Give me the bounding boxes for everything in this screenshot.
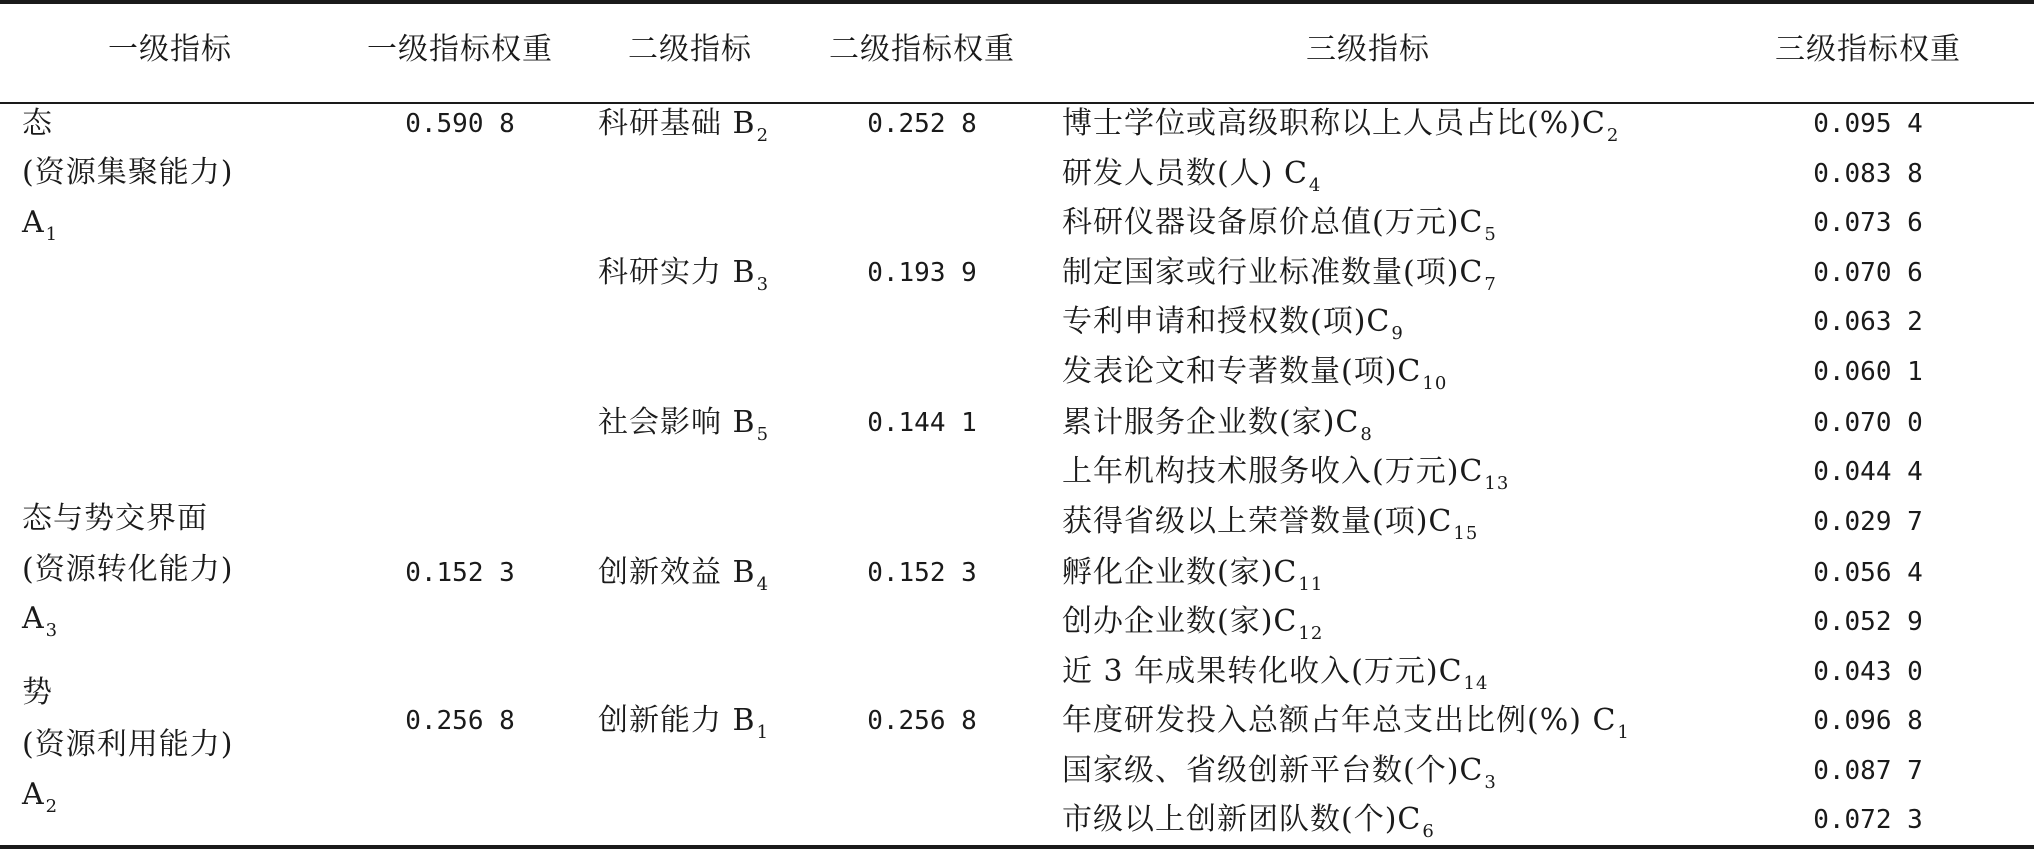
level2-name-text: 科研实力 B (598, 255, 756, 290)
level3-subscript: 3 (1484, 772, 1497, 793)
level3-weight: 0.073 6 (1813, 208, 1923, 238)
level3-weight: 0.063 2 (1813, 307, 1923, 337)
level3-name (1062, 701, 1630, 745)
level3-weight: 0.056 4 (1813, 558, 1923, 588)
level2-name (598, 553, 769, 597)
header-level1-indicator: 一级指标 (108, 32, 232, 67)
level1-weight: 0.590 8 (405, 109, 515, 139)
level1-code-subscript: 3 (45, 620, 59, 641)
level2-subscript: 5 (756, 424, 770, 445)
level3-weight: 0.029 7 (1813, 507, 1923, 537)
level2-weight: 0.252 8 (867, 109, 977, 139)
level1-desc: (资源利用能力) (22, 727, 234, 762)
level3-name (1062, 253, 1497, 297)
level3-subscript: 1 (1617, 722, 1630, 743)
level3-name (1062, 104, 1619, 148)
level1-code-letter: A (22, 777, 45, 812)
header-level2-indicator: 二级指标 (628, 32, 752, 67)
level3-name-text: 获得省级以上荣誉数量(项)C (1062, 504, 1453, 539)
level3-name (1062, 452, 1509, 496)
level3-name (1062, 800, 1435, 844)
level3-subscript: 4 (1308, 175, 1322, 196)
level3-name-text: 累计服务企业数(家)C (1062, 405, 1360, 440)
level3-name-text: 年度研发投入总额占年总支出比例(%) C (1062, 703, 1617, 738)
level3-subscript: 5 (1484, 224, 1497, 245)
level2-name-text: 创新效益 B (598, 555, 756, 590)
level3-weight: 0.095 4 (1813, 109, 1923, 139)
level3-name (1062, 203, 1497, 247)
level3-subscript: 14 (1463, 673, 1489, 694)
level3-subscript: 9 (1391, 323, 1404, 344)
level3-weight: 0.083 8 (1813, 159, 1923, 189)
table-header-rule (0, 102, 2034, 104)
level1-desc: (资源转化能力) (22, 552, 234, 587)
level2-subscript: 2 (756, 125, 770, 146)
level1-name: 态 (22, 106, 53, 141)
level2-subscript: 1 (756, 722, 770, 743)
level3-subscript: 15 (1453, 523, 1479, 544)
level3-name-text: 发表论文和专著数量(项)C (1062, 354, 1422, 389)
level1-name: 态与势交界面 (22, 501, 208, 536)
level3-weight: 0.070 6 (1813, 258, 1923, 288)
level1-code-subscript: 1 (45, 224, 59, 245)
level3-subscript: 13 (1484, 473, 1510, 494)
level2-subscript: 3 (756, 274, 770, 295)
level1-desc: (资源集聚能力) (22, 155, 234, 190)
level3-subscript: 8 (1360, 424, 1373, 445)
level3-subscript: 11 (1298, 574, 1324, 595)
level2-weight: 0.152 3 (867, 558, 977, 588)
level3-weight: 0.060 1 (1813, 357, 1923, 387)
level3-name (1062, 302, 1404, 346)
level1-weight: 0.152 3 (405, 558, 515, 588)
level3-subscript: 12 (1298, 623, 1324, 644)
level1-code (22, 203, 58, 247)
level3-weight: 0.052 9 (1813, 607, 1923, 637)
level3-subscript: 2 (1606, 125, 1620, 146)
header-level1-weight: 一级指标权重 (367, 32, 553, 67)
level3-name-text: 市级以上创新团队数(个)C (1062, 802, 1422, 837)
level3-weight: 0.096 8 (1813, 706, 1923, 736)
level3-name-text: 孵化企业数(家)C (1062, 555, 1298, 590)
level2-name-text: 社会影响 B (598, 405, 756, 440)
level3-name-text: 科研仪器设备原价总值(万元)C (1062, 205, 1484, 240)
level3-name (1062, 154, 1321, 198)
level2-name-text: 创新能力 B (598, 703, 756, 738)
level3-name-text: 专利申请和授权数(项)C (1062, 304, 1391, 339)
level1-code (22, 599, 58, 643)
level3-name (1062, 403, 1373, 447)
level1-code (22, 775, 58, 819)
level3-name (1062, 352, 1447, 396)
level3-name (1062, 502, 1478, 546)
level1-code-letter: A (22, 601, 45, 636)
level3-name-text: 博士学位或高级职称以上人员占比(%)C (1062, 106, 1606, 141)
level3-name-text: 研发人员数(人) C (1062, 156, 1308, 191)
table-bottom-rule (0, 845, 2034, 849)
level3-subscript: 10 (1422, 373, 1448, 394)
level3-name (1062, 553, 1323, 597)
level2-name (598, 253, 769, 297)
level3-name-text: 上年机构技术服务收入(万元)C (1062, 454, 1484, 489)
level2-subscript: 4 (756, 574, 770, 595)
level2-weight: 0.256 8 (867, 706, 977, 736)
level3-weight: 0.087 7 (1813, 756, 1923, 786)
level2-weight: 0.193 9 (867, 258, 977, 288)
level3-name (1062, 602, 1323, 646)
level1-name: 势 (22, 675, 53, 710)
header-level3-indicator: 三级指标 (1306, 32, 1430, 67)
level3-weight: 0.072 3 (1813, 805, 1923, 835)
level3-weight: 0.044 4 (1813, 457, 1923, 487)
level3-weight: 0.070 0 (1813, 408, 1923, 438)
level1-code-subscript: 2 (45, 796, 59, 817)
level2-weight: 0.144 1 (867, 408, 977, 438)
level3-name-text: 国家级、省级创新平台数(个)C (1062, 753, 1484, 788)
level2-name (598, 403, 769, 447)
level1-weight: 0.256 8 (405, 706, 515, 736)
table-top-rule (0, 0, 2034, 4)
level2-name (598, 701, 769, 745)
level3-name (1062, 652, 1488, 696)
header-level2-weight: 二级指标权重 (829, 32, 1015, 67)
level3-subscript: 7 (1484, 274, 1497, 295)
level1-code-letter: A (22, 205, 45, 240)
level3-name-text: 创办企业数(家)C (1062, 604, 1298, 639)
header-level3-weight: 三级指标权重 (1775, 32, 1961, 67)
level2-name (598, 104, 769, 148)
level3-weight: 0.043 0 (1813, 657, 1923, 687)
level3-name-text: 制定国家或行业标准数量(项)C (1062, 255, 1484, 290)
level3-name (1062, 751, 1497, 795)
level2-name-text: 科研基础 B (598, 106, 756, 141)
level3-subscript: 6 (1422, 821, 1435, 842)
level3-name-text: 近 3 年成果转化收入(万元)C (1062, 654, 1463, 689)
